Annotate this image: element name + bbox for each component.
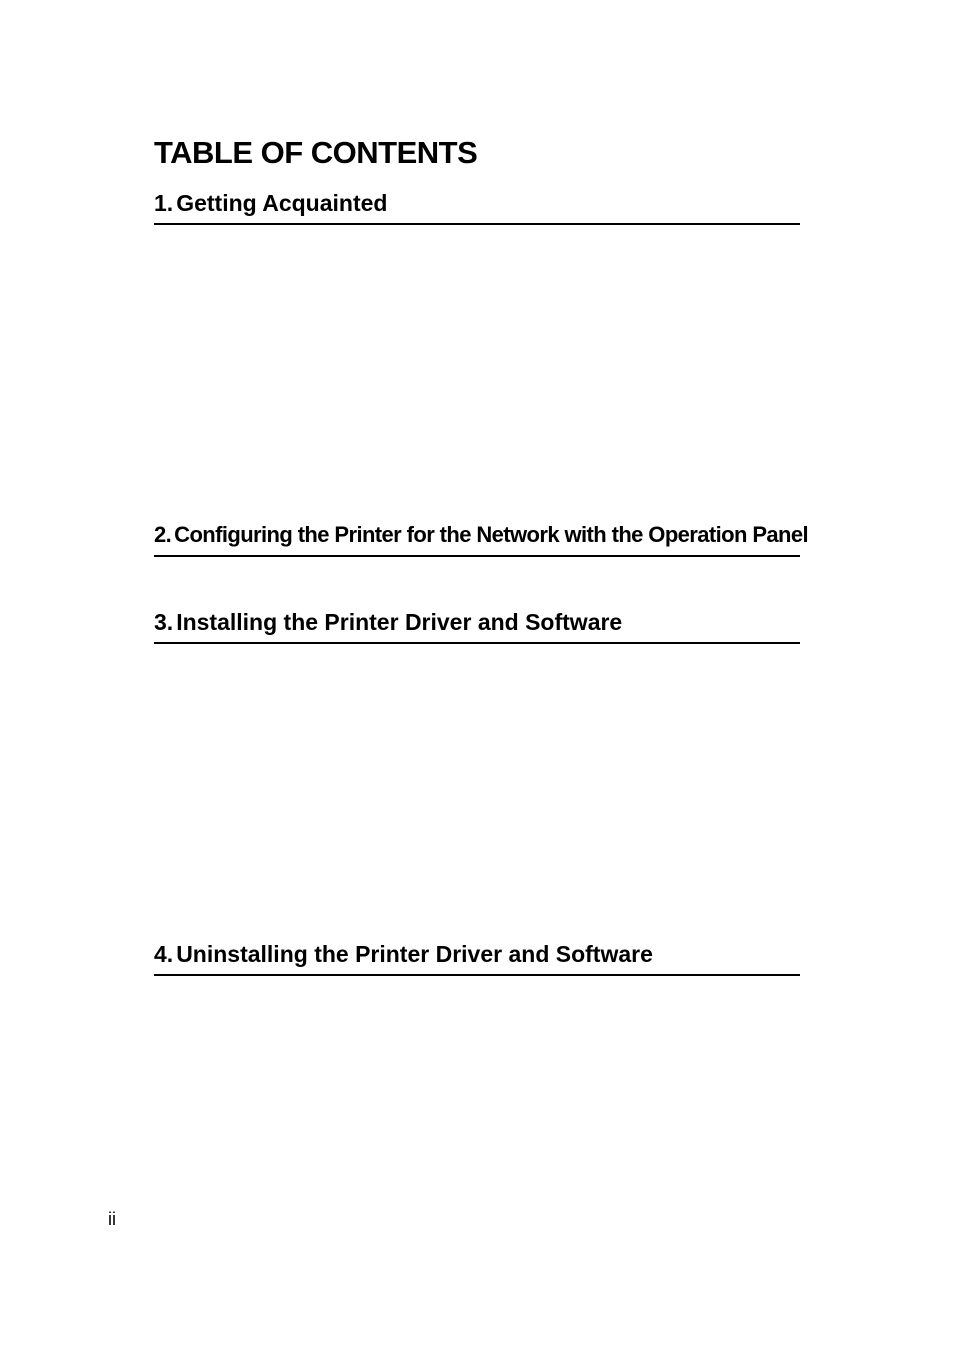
page-title: TABLE OF CONTENTS	[154, 135, 478, 170]
chapter-number: 2.	[154, 522, 172, 547]
chapter-number: 3.	[154, 609, 174, 635]
chapter-heading-text	[154, 189, 387, 217]
chapter-2-heading	[154, 521, 809, 557]
chapter-heading-text	[154, 940, 653, 968]
chapter-number: 4.	[154, 941, 174, 967]
chapter-title: Uninstalling the Printer Driver and Software	[176, 941, 653, 967]
chapter-title: Getting Acquainted	[176, 190, 388, 216]
chapter-3-heading	[154, 608, 800, 644]
chapter-heading-text	[154, 608, 622, 636]
chapter-heading-text	[154, 521, 808, 549]
chapter-title: Configuring the Printer for the Network with the Operation Panel	[174, 522, 809, 547]
chapter-4-heading	[154, 940, 800, 976]
chapter-number: 1.	[154, 190, 174, 216]
page-number: ii	[108, 1209, 116, 1229]
chapter-title: Installing the Printer Driver and Software	[176, 609, 623, 635]
chapter-1-heading	[154, 189, 800, 225]
